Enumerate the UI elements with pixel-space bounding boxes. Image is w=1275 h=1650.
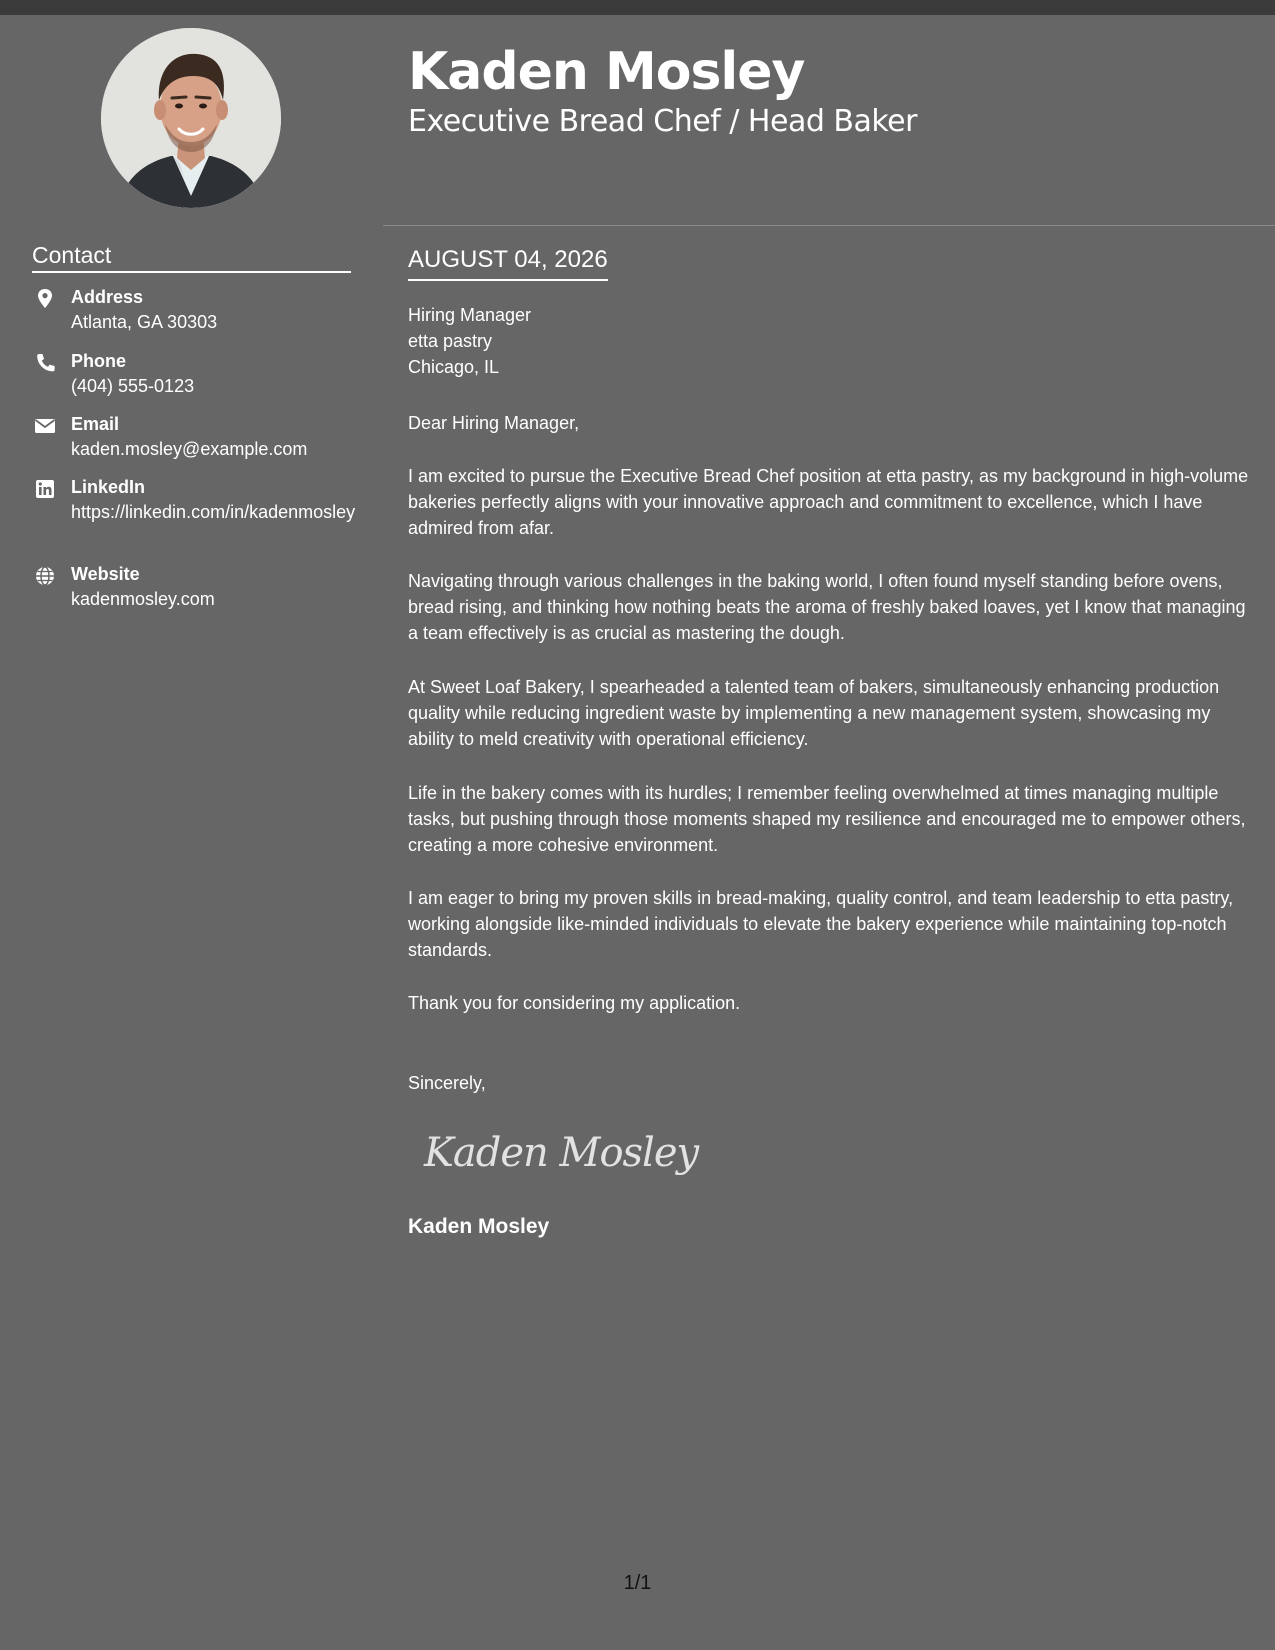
profile-photo: [101, 28, 281, 208]
header-divider: [383, 225, 1275, 226]
contact-value: (404) 555-0123: [71, 376, 195, 396]
letter-paragraph: I am excited to pursue the Executive Bread Chef position at etta pastry, as my background in high-volume bakeries perfectly aligns with your innovative approach and commitment to excellence, which I have admired from afar.: [408, 466, 1249, 538]
location-pin-icon: [32, 287, 58, 311]
recipient-line: Chicago, IL: [408, 357, 500, 377]
top-bar: [0, 0, 1275, 15]
applicant-name: Kaden Mosley: [408, 42, 805, 102]
contact-value: kaden.mosley@example.com: [71, 439, 308, 459]
globe-icon: [32, 564, 58, 588]
recipient-line: Hiring Manager: [408, 305, 532, 325]
envelope-icon: [32, 414, 58, 438]
website-link[interactable]: kadenmosley.com: [71, 589, 215, 609]
contact-label: Website: [71, 564, 140, 584]
letter-paragraph: Life in the bakery comes with its hurdles; I remember feeling overwhelmed at times managing multiple tasks, but pushing through those moments shaped my resilience and encouraged me to empower others, creating a more cohesive environment.: [408, 783, 1246, 855]
linkedin-icon: [32, 477, 58, 501]
contact-heading: Contact: [32, 240, 351, 273]
contact-value: Atlanta, GA 30303: [71, 312, 218, 332]
handwritten-signature: Kaden Mosley: [424, 1130, 699, 1176]
contact-label: Address: [71, 287, 144, 307]
letter-date: AUGUST 04, 2026: [408, 243, 608, 281]
letter-paragraph: Navigating through various challenges in the baking world, I often found myself standing before ovens, bread rising, and thinking how nothing beats the aroma of freshly baked loaves, yet I know that managing a team effectively is as crucial as mastering the dough.: [408, 571, 1246, 643]
closing-note: Thank you for considering my application.: [408, 993, 741, 1013]
contact-label: LinkedIn: [71, 477, 146, 497]
letter-paragraph: I am eager to bring my proven skills in bread-making, quality control, and team leadership to etta pastry, working alongside like-minded individuals to elevate the bakery experience while maintaining top-notch standards.: [408, 888, 1234, 960]
recipient-line: etta pastry: [408, 331, 493, 351]
signer-name: Kaden Mosley: [408, 1215, 550, 1238]
letter-paragraph: At Sweet Loaf Bakery, I spearheaded a talented team of bakers, simultaneously enhancing production quality while reducing ingredient waste by implementing a new management system, showcasing my ability to meld creativity with operational efficiency.: [408, 677, 1220, 749]
contact-label: Phone: [71, 351, 127, 371]
linkedin-link[interactable]: https://linkedin.com/in/kadenmosley: [71, 502, 356, 522]
recipient-block: [408, 302, 531, 380]
phone-icon: [32, 351, 58, 375]
page-number: 1/1: [623, 1572, 652, 1594]
applicant-title: Executive Bread Chef / Head Baker: [408, 104, 917, 139]
contact-label: Email: [71, 414, 120, 434]
salutation: Dear Hiring Manager,: [408, 413, 580, 433]
sign-off: Sincerely,: [408, 1073, 486, 1093]
